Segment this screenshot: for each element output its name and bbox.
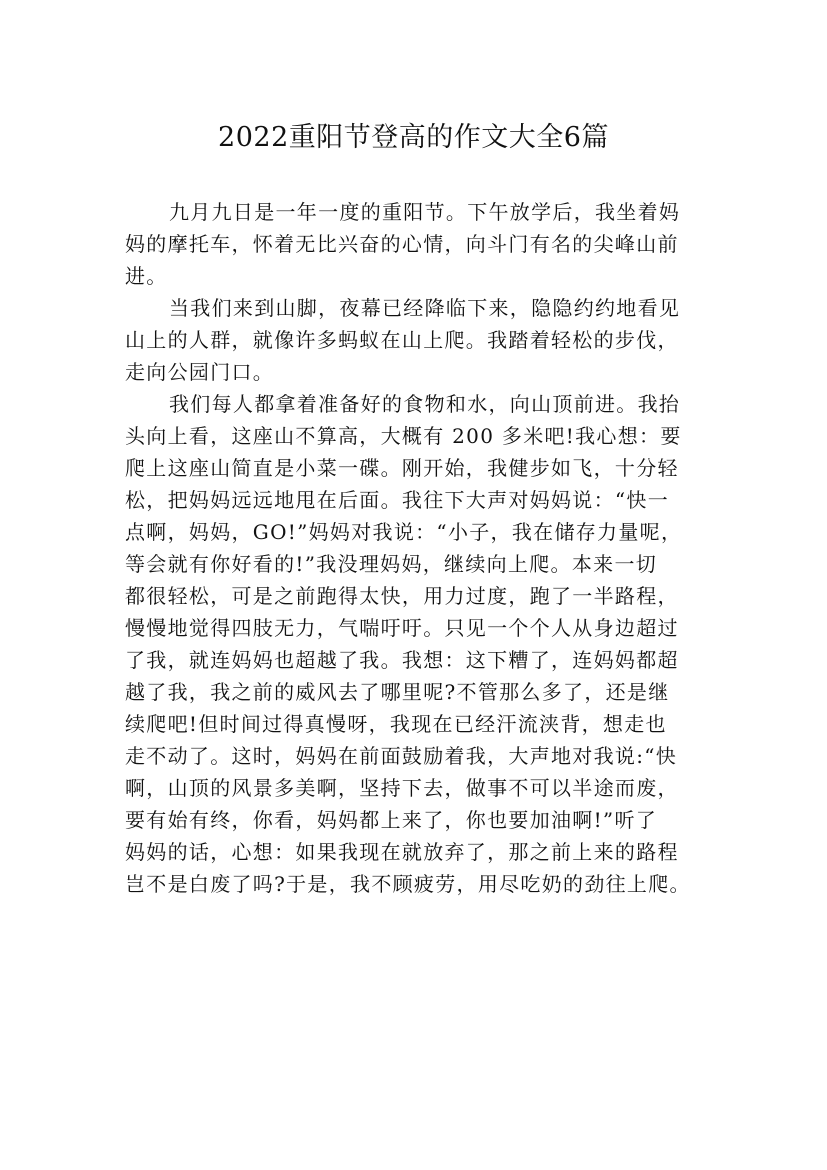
text-line: 走不动了。这时，妈妈在前面鼓励着我，大声地对我说:“快 xyxy=(125,744,678,768)
document-title: 2022重阳节登高的作文大全6篇 xyxy=(218,122,609,154)
text-line: 九月九日是一年一度的重阳节。下午放学后，我坐着妈 xyxy=(169,200,681,224)
text-line: 越了我，我之前的威风去了哪里呢?不管那么多了，还是继 xyxy=(125,680,670,704)
paragraph-2 xyxy=(125,292,715,388)
paragraph-1 xyxy=(125,196,715,292)
text-line: 妈妈的话，心想：如果我现在就放弃了，那之前上来的路程 xyxy=(125,840,679,864)
text-line: 山上的人群，就像许多蚂蚁在山上爬。我踏着轻松的步伐， xyxy=(125,328,679,352)
text-line: 头向上看，这座山不算高，大概有 200 多米吧!我心想：要 xyxy=(125,424,682,448)
text-line: 等会就有你好看的!”我没理妈妈，继续向上爬。本来一切 xyxy=(125,552,658,576)
document-body xyxy=(125,196,715,900)
text-line: 岂不是白废了吗?于是，我不顾疲劳，用尽吃奶的劲往上爬。 xyxy=(125,872,691,896)
text-line: 走向公园门口。 xyxy=(125,360,275,384)
text-line: 续爬吧!但时间过得真慢呀，我现在已经汗流浃背，想走也 xyxy=(125,712,667,736)
text-line: 当我们来到山脚，夜幕已经降临下来，隐隐约约地看见 xyxy=(169,296,681,320)
text-line: 爬上这座山简直是小菜一碟。刚开始，我健步如飞，十分轻 xyxy=(125,456,679,480)
paragraph-3 xyxy=(125,388,715,900)
text-line: 慢慢地觉得四肢无力，气喘吁吁。只见一个个人从身边超过 xyxy=(125,616,679,640)
text-line: 我们每人都拿着准备好的食物和水，向山顶前进。我抬 xyxy=(169,392,681,416)
text-line: 啊，山顶的风景多美啊，坚持下去，做事不可以半途而废， xyxy=(125,776,679,800)
text-line: 妈的摩托车，怀着无比兴奋的心情，向斗门有名的尖峰山前 xyxy=(125,232,679,256)
text-line: 点啊，妈妈，GO!”妈妈对我说：“小子，我在储存力量呢， xyxy=(125,520,683,544)
text-line: 进。 xyxy=(125,264,168,288)
text-line: 要有始有终，你看，妈妈都上来了，你也要加油啊!”听了 xyxy=(125,808,658,832)
text-line: 松，把妈妈远远地甩在后面。我往下大声对妈妈说：“快一 xyxy=(125,488,670,512)
text-line: 了我，就连妈妈也超越了我。我想：这下糟了，连妈妈都超 xyxy=(125,648,679,672)
text-line: 都很轻松，可是之前跑得太快，用力过度，跑了一半路程， xyxy=(125,584,679,608)
